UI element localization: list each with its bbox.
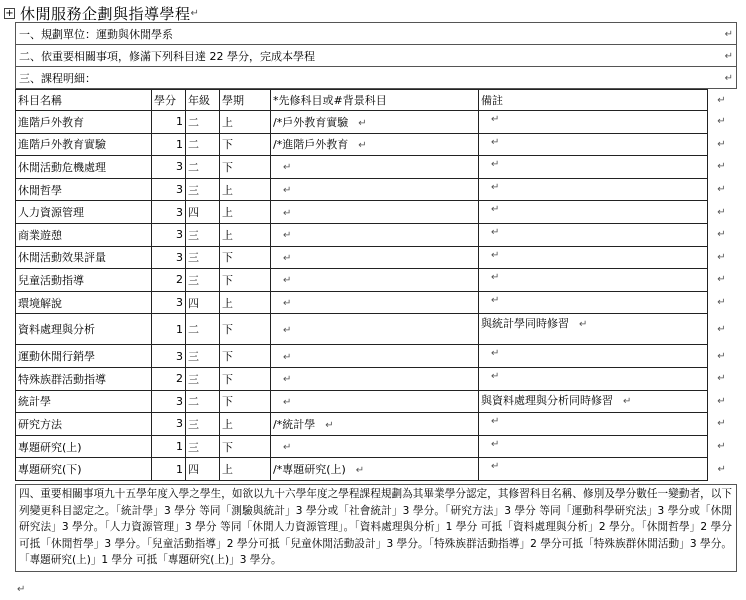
row-end-mark-icon: ↵ (717, 229, 726, 241)
table-row (16, 201, 736, 224)
prerequisite-cell (271, 133, 479, 156)
course-name-cell (16, 345, 152, 368)
course-name-cell (16, 111, 152, 134)
semester-text: 上 (222, 228, 233, 242)
credits-cell (152, 201, 186, 224)
cell-end-mark-icon: ↵ (325, 419, 334, 431)
course-name-cell (16, 413, 152, 436)
grade-cell (186, 133, 220, 156)
course-name-cell (16, 291, 152, 314)
credits-text: 1 (176, 115, 183, 129)
table-row (16, 367, 736, 390)
semester-text: 上 (222, 115, 233, 129)
grade-text: 三 (188, 273, 199, 287)
credits-text: 3 (176, 349, 183, 363)
grade-text: 二 (188, 160, 199, 174)
credits-cell (152, 156, 186, 179)
grade-text: 三 (188, 228, 199, 242)
grade-cell (186, 314, 220, 345)
table-row (16, 390, 736, 413)
prerequisite-cell (271, 413, 479, 436)
course-name-text: 休閒活動危機處理 (18, 160, 106, 174)
credits-text: 2 (176, 273, 183, 287)
semester-text: 上 (222, 183, 233, 197)
semester-text: 下 (222, 440, 233, 454)
cell-end-mark-icon: ↵ (491, 204, 500, 216)
course-name-cell (16, 246, 152, 269)
table-row (16, 458, 736, 481)
cell-end-mark-icon: ↵ (491, 294, 500, 306)
cell-end-mark-icon: ↵ (358, 117, 367, 129)
course-name-text: 專題研究(上) (18, 440, 82, 454)
remarks-cell (479, 178, 708, 201)
credits-text: 1 (176, 322, 183, 336)
table-row (16, 345, 736, 368)
semester-text: 上 (222, 417, 233, 431)
course-name-text: 進階戶外教育實驗 (18, 138, 106, 152)
cell-end-mark-icon: ↵ (724, 51, 733, 62)
grade-cell (186, 345, 220, 368)
credits-cell (152, 458, 186, 481)
info-table (15, 22, 737, 89)
credits-text: 3 (176, 394, 183, 408)
table-row (16, 435, 736, 458)
credits-text: 3 (176, 417, 183, 431)
table-row (16, 178, 736, 201)
course-table (15, 89, 736, 481)
cell-end-mark-icon: ↵ (283, 374, 292, 386)
credits-cell (152, 111, 186, 134)
cell-end-mark-icon: ↵ (355, 465, 365, 477)
row-end-mark-icon: ↵ (717, 184, 726, 196)
credits-text: 1 (176, 462, 183, 476)
course-name-text: 休閒哲學 (18, 183, 62, 197)
remarks-cell (479, 390, 708, 413)
grade-text: 三 (188, 440, 199, 454)
table-row (16, 223, 736, 246)
course-name-text: 休閒活動效果評量 (18, 251, 106, 265)
course-name-text: 資料處理與分析 (18, 323, 95, 337)
cell-end-mark-icon: ↵ (283, 162, 292, 174)
remarks-cell (479, 314, 708, 345)
row-end-mark-icon: ↵ (717, 251, 726, 263)
credits-text: 2 (176, 372, 183, 386)
semester-text: 下 (222, 273, 233, 287)
table-row (16, 246, 736, 269)
course-name-cell (16, 314, 152, 345)
cell-end-mark-icon: ↵ (491, 461, 500, 473)
table-row (16, 133, 736, 156)
course-name-text: 進階戶外教育 (18, 115, 84, 129)
cell-end-mark-icon: ↵ (491, 226, 500, 238)
cell-end-mark-icon: ↵ (283, 230, 292, 242)
semester-cell (220, 458, 271, 481)
cell-end-mark-icon: ↵ (623, 395, 632, 407)
semester-text: 下 (222, 138, 233, 152)
prerequisite-cell (271, 111, 479, 134)
cell-end-mark-icon: ↵ (283, 207, 292, 219)
grade-text: 二 (188, 115, 199, 129)
cell-end-mark-icon: ↵ (491, 159, 500, 171)
credits-text: 3 (176, 228, 183, 242)
prerequisite-cell (271, 314, 479, 345)
grade-cell (186, 269, 220, 292)
remarks-cell (479, 246, 708, 269)
grade-text: 三 (188, 251, 199, 265)
credits-cell (152, 435, 186, 458)
grade-text: 四 (188, 206, 199, 220)
credits-cell (152, 367, 186, 390)
cell-end-mark-icon: ↵ (283, 185, 292, 197)
row-end-mark-icon: ↵ (717, 373, 726, 385)
credits-cell (152, 314, 186, 345)
credits-cell (152, 178, 186, 201)
info-text: 三、課程明細： (19, 71, 96, 85)
remarks-cell (479, 345, 708, 368)
semester-cell (220, 435, 271, 458)
header-credits: 學分 (152, 90, 186, 111)
credits-cell (152, 133, 186, 156)
header-semester: 學期 (220, 90, 271, 111)
remarks-cell (479, 223, 708, 246)
grade-cell (186, 390, 220, 413)
remarks-text: 與資料處理與分析同時修習 (481, 393, 613, 407)
grade-text: 二 (188, 323, 199, 337)
semester-text: 上 (222, 296, 233, 310)
row-end-mark-icon: ↵ (717, 418, 726, 430)
cell-end-mark-icon: ↵ (491, 416, 500, 428)
semester-cell (220, 111, 271, 134)
row-end-mark-icon: ↵ (717, 206, 726, 218)
semester-cell (220, 390, 271, 413)
paragraph-mark-icon: ↵ (190, 7, 199, 19)
grade-text: 四 (188, 296, 199, 310)
semester-cell (220, 201, 271, 224)
grade-text: 二 (188, 138, 199, 152)
row-end-mark-icon: ↵ (717, 463, 726, 475)
table-row (16, 413, 736, 436)
remarks-cell (479, 201, 708, 224)
paragraph-mark-icon: ↵ (17, 584, 26, 595)
remarks-cell (479, 111, 708, 134)
grade-text: 二 (188, 395, 199, 409)
table-row (16, 156, 736, 179)
cell-end-mark-icon: ↵ (491, 348, 500, 360)
grade-cell (186, 246, 220, 269)
grade-cell (186, 435, 220, 458)
cell-end-mark-icon: ↵ (491, 114, 500, 125)
course-name-text: 環境解說 (18, 296, 62, 310)
cell-end-mark-icon: ↵ (491, 438, 500, 450)
info-cell (16, 23, 737, 45)
grade-cell (186, 111, 220, 134)
info-row (16, 23, 737, 45)
grade-text: 四 (188, 463, 199, 477)
info-cell (16, 45, 737, 67)
header-prerequisite: *先修科目或#背景科目 (271, 90, 479, 111)
info-row (16, 67, 737, 89)
prerequisite-text: /*統計學 (273, 417, 316, 431)
prerequisite-cell (271, 291, 479, 314)
cell-end-mark-icon: ↵ (283, 275, 292, 287)
prerequisite-text: /*進階戶外教育 (273, 138, 349, 152)
credits-cell (152, 291, 186, 314)
prerequisite-cell (271, 435, 479, 458)
row-end-mark-icon: ↵ (717, 297, 726, 309)
header-grade: 年級 (186, 90, 220, 111)
semester-text: 下 (222, 323, 233, 337)
cell-end-mark-icon: ↵ (579, 319, 588, 331)
semester-text: 上 (222, 206, 233, 220)
semester-cell (220, 314, 271, 345)
cell-end-mark-icon: ↵ (283, 252, 292, 264)
document-title: 休閒服務企劃與指導學程 (20, 4, 191, 23)
row-end-mark-icon: ↵ (717, 138, 726, 150)
prerequisite-cell (271, 201, 479, 224)
course-name-cell (16, 178, 152, 201)
credits-text: 1 (176, 440, 183, 454)
cell-end-mark-icon: ↵ (491, 136, 500, 148)
course-name-text: 統計學 (18, 395, 51, 409)
header-course-name: 科目名稱 (16, 90, 152, 111)
remarks-cell (479, 156, 708, 179)
table-row (16, 291, 736, 314)
cell-end-mark-icon: ↵ (283, 298, 292, 310)
course-name-cell (16, 390, 152, 413)
prerequisite-cell (271, 367, 479, 390)
credits-text: 3 (176, 160, 183, 174)
semester-cell (220, 156, 271, 179)
course-table-body (16, 111, 736, 481)
table-row (16, 269, 736, 292)
semester-cell (220, 413, 271, 436)
cell-end-mark-icon: ↵ (491, 272, 500, 284)
table-move-handle-icon[interactable]: + (5, 7, 14, 19)
grade-cell (186, 291, 220, 314)
remarks-cell (479, 291, 708, 314)
prerequisite-text: /*戶外教育實驗 (273, 115, 349, 129)
prerequisite-text: /*專題研究(上) (273, 463, 346, 477)
grade-cell (186, 223, 220, 246)
course-name-text: 特殊族群活動指導 (18, 372, 106, 386)
document-title-row (4, 3, 199, 23)
semester-cell (220, 133, 271, 156)
remarks-cell (479, 367, 708, 390)
course-name-cell (16, 269, 152, 292)
header-remarks: 備註 (479, 90, 708, 111)
prerequisite-cell (271, 246, 479, 269)
semester-cell (220, 246, 271, 269)
grade-text: 三 (188, 417, 199, 431)
info-text: 二、依重要相關事項，修滿下列科目達 22 學分，完成本學程 (19, 49, 315, 63)
info-row (16, 45, 737, 67)
semester-cell (220, 223, 271, 246)
semester-cell (220, 269, 271, 292)
remarks-cell (479, 435, 708, 458)
prerequisite-cell (271, 269, 479, 292)
course-name-cell (16, 435, 152, 458)
credits-cell (152, 413, 186, 436)
cell-end-mark-icon: ↵ (724, 73, 733, 84)
remarks-cell (479, 133, 708, 156)
semester-cell (220, 178, 271, 201)
grade-text: 三 (188, 350, 199, 364)
course-name-text: 人力資源管理 (18, 206, 84, 220)
cell-end-mark-icon: ↵ (491, 181, 500, 193)
credits-cell (152, 246, 186, 269)
prerequisite-cell (271, 345, 479, 368)
grade-cell (186, 367, 220, 390)
credits-text: 3 (176, 205, 183, 219)
course-name-cell (16, 458, 152, 481)
credits-text: 1 (176, 137, 183, 151)
semester-cell (220, 345, 271, 368)
course-name-cell (16, 223, 152, 246)
remarks-text: 與統計學同時修習 (481, 317, 569, 331)
table-header-row (16, 90, 736, 111)
grade-cell (186, 413, 220, 436)
course-name-cell (16, 133, 152, 156)
remarks-cell (479, 458, 708, 481)
grade-cell (186, 201, 220, 224)
cell-end-mark-icon: ↵ (283, 324, 292, 336)
prerequisite-cell (271, 223, 479, 246)
grade-cell (186, 156, 220, 179)
row-end-mark-icon: ↵ (717, 94, 726, 106)
grade-text: 三 (188, 372, 199, 386)
grade-cell (186, 178, 220, 201)
course-name-cell (16, 201, 152, 224)
grade-text: 三 (188, 183, 199, 197)
course-name-text: 專題研究(下) (18, 463, 82, 477)
course-name-text: 運動休閒行銷學 (18, 350, 95, 364)
course-name-text: 商業遊憩 (18, 228, 62, 242)
semester-text: 上 (222, 463, 233, 477)
remarks-cell (479, 413, 708, 436)
row-end-mark-icon: ↵ (717, 274, 726, 286)
row-end-mark-icon: ↵ (717, 441, 726, 453)
credits-text: 3 (176, 183, 183, 197)
cell-end-mark-icon: ↵ (283, 351, 292, 363)
remarks-cell (479, 269, 708, 292)
credits-cell (152, 269, 186, 292)
semester-text: 下 (222, 251, 233, 265)
prerequisite-cell (271, 178, 479, 201)
info-cell (16, 67, 737, 89)
course-name-cell (16, 367, 152, 390)
prerequisite-cell (271, 458, 479, 481)
cell-end-mark-icon: ↵ (358, 140, 367, 152)
table-row (16, 314, 736, 345)
cell-end-mark-icon: ↵ (491, 370, 500, 382)
table-row (16, 111, 736, 134)
credits-cell (152, 223, 186, 246)
course-name-text: 兒童活動指導 (18, 273, 84, 287)
credits-cell (152, 390, 186, 413)
prerequisite-cell (271, 390, 479, 413)
course-name-text: 研究方法 (18, 417, 62, 431)
credits-text: 3 (176, 296, 183, 310)
semester-text: 下 (222, 160, 233, 174)
row-end-mark-icon: ↵ (717, 116, 726, 128)
cell-end-mark-icon: ↵ (283, 442, 292, 454)
row-end-mark-icon: ↵ (717, 395, 726, 407)
cell-end-mark-icon: ↵ (724, 29, 733, 40)
important-notes: 四、重要相關事項九十五學年度入學之學生，如欲以九十六學年度之學程課程規劃為其畢業學分認定，其修習科目名稱、修別及學分數任一變動者，以下列變更科目認定之。「統計學」3 學分 等同「測驗與統計」3 學分或「社會統計」3 學分。「研究方法」3 學分 等同「運動科學研究法」3 學分或「休閒研究法」3 學分。「人力資源管理」3 學分 等同「休閒人力資源管理」。「資料處理與分析」1 學分 可抵「資料處理與分析」2 學分。「休閒哲學」2 學分 可抵「休閒哲學」3 學分。「兒童活動指導」2 學分可抵「兒童休閒活動設計」3 學分。「特殊族群活動指導」2 學分可抵「特殊族群休閒活動」3 學分。「專題研究(上)」1 學分 可抵「專題研究(上)」3 學分。 (15, 484, 737, 572)
semester-text: 下 (222, 395, 233, 409)
credits-cell (152, 345, 186, 368)
semester-cell (220, 291, 271, 314)
semester-cell (220, 367, 271, 390)
cell-end-mark-icon: ↵ (491, 249, 500, 261)
semester-text: 下 (222, 372, 233, 386)
row-end-mark-icon: ↵ (717, 323, 726, 335)
info-text: 一、規劃單位：運動與休閒學系 (19, 27, 173, 41)
prerequisite-cell (271, 156, 479, 179)
grade-cell (186, 458, 220, 481)
row-end-mark-icon: ↵ (717, 350, 726, 362)
cell-end-mark-icon: ↵ (283, 396, 292, 408)
semester-text: 下 (222, 350, 233, 364)
row-end-mark-icon: ↵ (717, 161, 726, 173)
credits-text: 3 (176, 250, 183, 264)
course-name-cell (16, 156, 152, 179)
